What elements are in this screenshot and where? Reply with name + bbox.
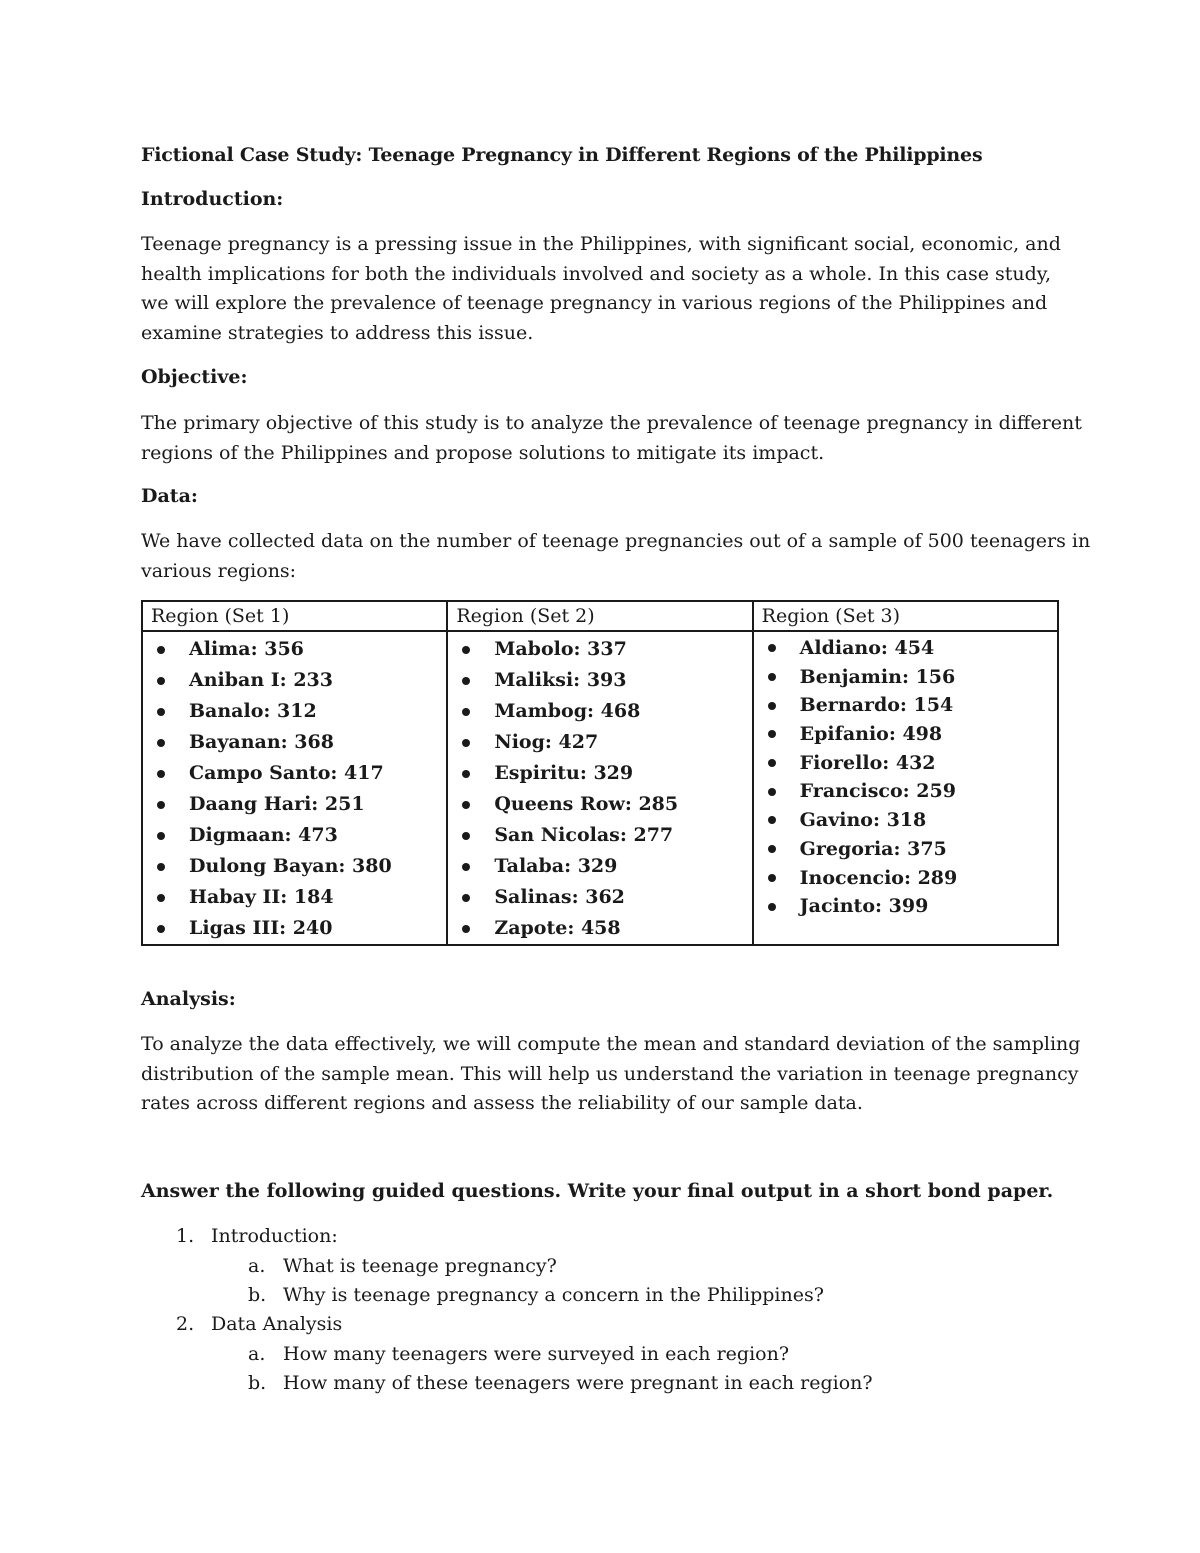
sub-question-text: Why is teenage pregnancy a concern in the Philippines? <box>283 1284 824 1306</box>
objective-paragraph <box>141 409 1082 468</box>
question-label: Data Analysis <box>211 1313 343 1335</box>
table-data-row <box>142 631 1058 945</box>
data-line: various regions: <box>141 559 297 582</box>
region-set-3-list <box>762 634 1057 921</box>
region-list-item: Daang Hari: 251 <box>151 789 446 820</box>
sub-question-text: How many teenagers were surveyed in each region? <box>283 1343 790 1365</box>
sub-question-item <box>248 1255 557 1277</box>
region-list-item: Queens Row: 285 <box>456 789 751 820</box>
region-set-1-cell <box>142 631 447 945</box>
task-instruction: Answer the following guided questions. Write your final output in a short bond paper. <box>141 1180 1054 1202</box>
analysis-line: To analyze the data effectively, we will compute the mean and standard deviation of the sampling <box>141 1033 1081 1055</box>
region-set-2-cell <box>447 631 752 945</box>
region-list-item: Fiorello: 432 <box>762 749 1057 778</box>
sub-question-item <box>248 1284 824 1306</box>
data-paragraph <box>141 527 1091 586</box>
analysis-heading: Analysis: <box>141 988 236 1010</box>
region-list-item: Epifanio: 498 <box>762 720 1057 749</box>
introduction-line: health implications for both the individuals involved and society as a whole. In this case study, <box>141 262 1052 285</box>
region-list-item: Bernardo: 154 <box>762 691 1057 720</box>
region-list-item: Niog: 427 <box>456 727 751 758</box>
region-list-item: Gregoria: 375 <box>762 835 1057 864</box>
column-header-set-2: Region (Set 2) <box>447 601 752 631</box>
question-label: Introduction: <box>211 1225 338 1247</box>
sub-question-text: How many of these teenagers were pregnant in each region? <box>283 1372 873 1394</box>
region-data-table <box>141 600 1059 946</box>
column-header-set-1: Region (Set 1) <box>142 601 447 631</box>
sub-question-letter: b. <box>248 1372 267 1394</box>
region-list-item: Mabolo: 337 <box>456 634 751 665</box>
table-header-row <box>142 601 1058 631</box>
region-list-item: Habay II: 184 <box>151 882 446 913</box>
region-list-item: Maliksi: 393 <box>456 665 751 696</box>
region-list-item: Zapote: 458 <box>456 913 751 944</box>
objective-line: The primary objective of this study is to analyze the prevalence of teenage pregnancy in different <box>141 412 1082 434</box>
region-list-item: Dulong Bayan: 380 <box>151 851 446 882</box>
sub-question-letter: b. <box>248 1284 267 1306</box>
introduction-line: examine strategies to address this issue. <box>141 321 534 344</box>
region-list-item: Francisco: 259 <box>762 777 1057 806</box>
sub-question-letter: a. <box>248 1343 266 1365</box>
region-list-item: San Nicolas: 277 <box>456 820 751 851</box>
question-number: 1. <box>176 1225 195 1247</box>
region-list-item: Jacinto: 399 <box>762 892 1057 921</box>
introduction-line: we will explore the prevalence of teenage pregnancy in various regions of the Philippines and <box>141 292 1048 314</box>
region-list-item: Bayanan: 368 <box>151 727 446 758</box>
region-list-item: Benjamin: 156 <box>762 663 1057 692</box>
analysis-paragraph <box>141 1030 1081 1119</box>
region-list-item: Alima: 356 <box>151 634 446 665</box>
analysis-line: rates across different regions and assess the reliability of our sample data. <box>141 1092 863 1114</box>
question-item <box>176 1313 342 1335</box>
data-line: We have collected data on the number of teenage pregnancies out of a sample of 500 teenagers in <box>141 530 1091 552</box>
introduction-line: Teenage pregnancy is a pressing issue in the Philippines, with significant social, economic, and <box>141 233 1061 255</box>
region-list-item: Espiritu: 329 <box>456 758 751 789</box>
sub-question-item <box>248 1372 873 1394</box>
region-list-item: Gavino: 318 <box>762 806 1057 835</box>
region-list-item: Inocencio: 289 <box>762 864 1057 893</box>
introduction-heading: Introduction: <box>141 188 284 210</box>
region-set-3-cell <box>753 631 1058 945</box>
region-list-item: Talaba: 329 <box>456 851 751 882</box>
column-header-set-3: Region (Set 3) <box>753 601 1058 631</box>
region-list-item: Ligas III: 240 <box>151 913 446 944</box>
document-title: Fictional Case Study: Teenage Pregnancy in Different Regions of the Philippines <box>141 144 983 166</box>
region-list-item: Aldiano: 454 <box>762 634 1057 663</box>
question-number: 2. <box>176 1313 195 1335</box>
analysis-line: distribution of the sample mean. This will help us understand the variation in teenage pregnancy <box>141 1062 1079 1085</box>
region-list-item: Aniban I: 233 <box>151 665 446 696</box>
introduction-paragraph <box>141 230 1071 348</box>
question-item <box>176 1225 338 1247</box>
data-heading: Data: <box>141 485 198 507</box>
sub-question-letter: a. <box>248 1255 266 1277</box>
region-list-item: Campo Santo: 417 <box>151 758 446 789</box>
region-list-item: Digmaan: 473 <box>151 820 446 851</box>
objective-heading: Objective: <box>141 366 248 388</box>
sub-question-item <box>248 1343 789 1365</box>
objective-line: regions of the Philippines and propose solutions to mitigate its impact. <box>141 441 825 464</box>
sub-question-text: What is teenage pregnancy? <box>283 1255 557 1277</box>
region-list-item: Banalo: 312 <box>151 696 446 727</box>
region-set-1-list <box>151 634 446 944</box>
region-list-item: Salinas: 362 <box>456 882 751 913</box>
region-list-item: Mambog: 468 <box>456 696 751 727</box>
region-set-2-list <box>456 634 751 944</box>
